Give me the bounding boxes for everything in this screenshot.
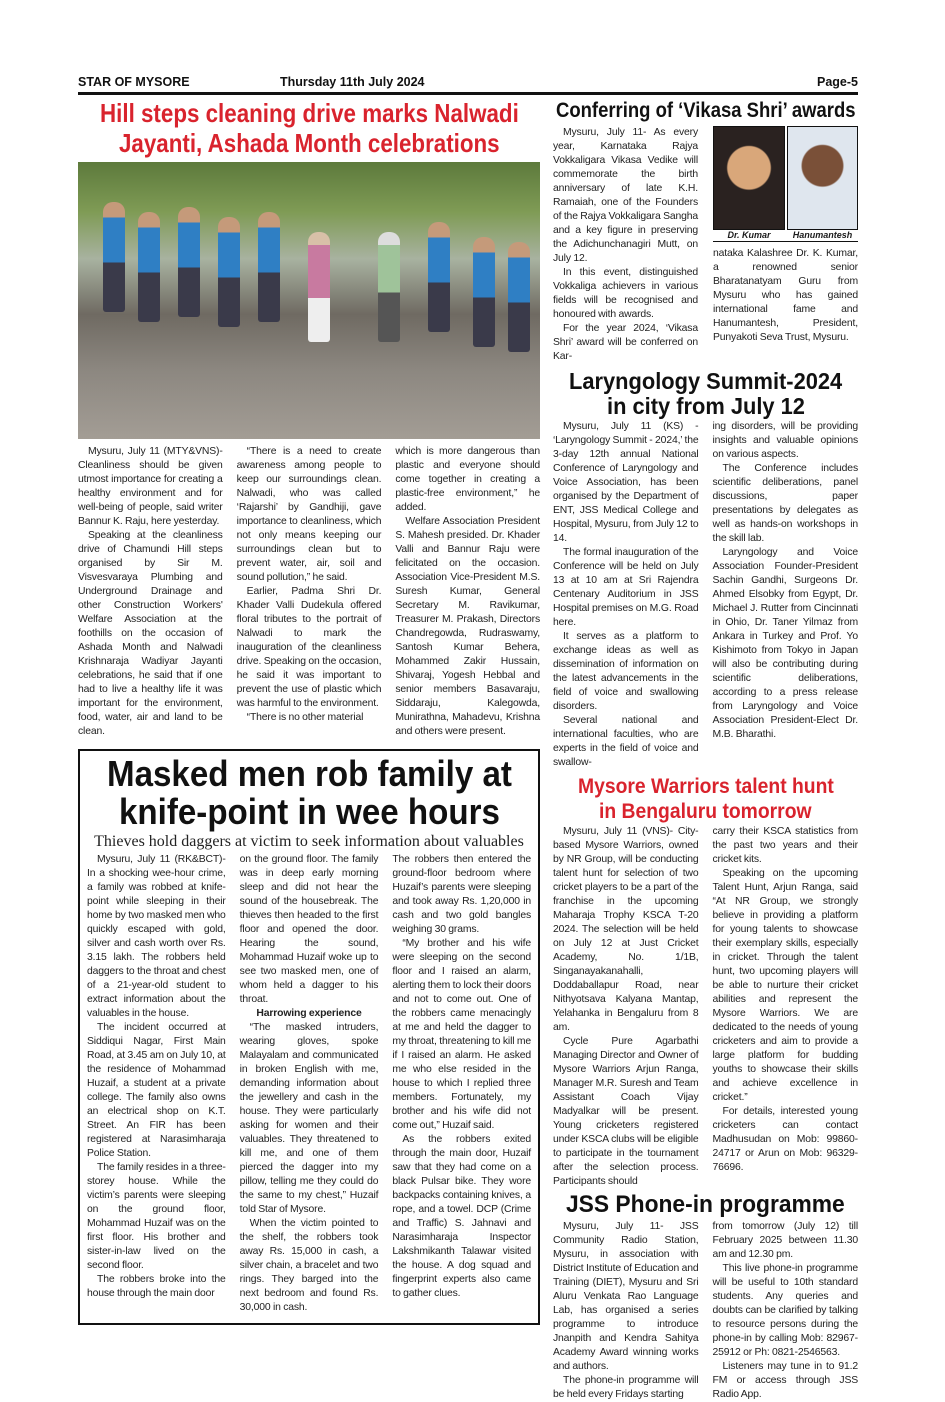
hill-headline [78,99,540,159]
left-column [78,99,540,1325]
robbery-column [87,853,226,1315]
robbery-subhead [80,833,538,851]
paragraph: Speaking at the cleanliness drive of Chamundi Hill steps organised by Sir M. Visvesvaraya Plumbing and Underground Drainage and other Construction Workers' Welfare Association at the foothills on the occasion of Ashada Month and Nalwadi Krishnaraja Wadiyar Jayanti celebrations, he said that if one had to live a healthy life it was important for the environment, food, water, air and land to be clean. [78,529,223,737]
paragraph: on the ground floor. The family was in deep early morning sleep and did not hear the sound of the housebreak. The thieves then headed to the first floor and opened the door. Hearing the sound, Mohammad Huzaif woke up to see two masked men, one of whom held a dagger to his throat. [239,853,379,1005]
paragraph: This live phone-in programme will be useful to 10th standard students. Any queries and doubts can be clarified by talking to resource persons during the phone-in by calling Mob: 82967-25912 or Ph: 0821-2546563. [712,1262,858,1358]
paragraph: “There is a need to create awareness among people to keep our surroundings clean. Nalwadi, who was called ‘Rajarshi’ by Gandhiji, gave importance to cleanliness, which not only means keeping our surroundings clean but to prevent water, air, soil and sound pollution,” he said. [236,445,382,583]
page-number: Page-5 [817,75,858,89]
paragraph: The family resides in a three-storey house. While the victim’s parents were sleeping on the ground floor, Mohammad Huzaif was on the first floor. His brother and sister-in-law lived on the second floor. [87,1161,226,1271]
paragraph: Mysuru, July 11- JSS Community Radio Station, Mysuru, in association with District Institute of Education and Training (DIET), Mysuru and Sri Aluru Venkata Rao Language Lab, has organised a series programme to introduce Jnanpith and Kendra Sahitya Academy Award winning works and authors. [553,1220,699,1372]
laryngology-body [553,420,858,770]
vikasa-body-left [553,126,698,364]
paragraph: In this event, distinguished Vokkaliga achievers in various fields will be recognised and honoured with awards. [553,267,698,321]
paragraph: ing disorders, will be providing insights and valuable opinions on various aspects. [712,421,858,461]
caption-hanumantesh: Hanumantesh [792,230,853,241]
paragraph: Cycle Pure Agarbathi Managing Director and Owner of Mysore Warriors Arjun Ranga, Manager M.R. Suresh and Team Assistant Coach Vijay Madyalkar will be present. Young cricketers registered under KSCA clubs will be eligible to participate in the tournament after the selection process. Participants should [553,1036,699,1188]
robbery-body [80,851,538,1315]
paragraph: The Conference includes scientific deliberations, panel discussions, paper presentations by delegates as well as hands-on workshops in the skill lab. [712,463,858,545]
warriors-column [553,825,699,1189]
paragraph: Several national and international faculties, who are experts in the field of voice and swallow- [553,715,699,769]
robbery-headline [80,752,538,832]
warriors-headline-line: Mysore Warriors talent hunt [577,775,834,799]
jss-column [713,1220,859,1402]
paragraph: Listeners may tune in to 91.2 FM or access through JSS Radio App. [712,1360,858,1400]
right-column [553,99,858,1402]
paragraph: As the robbers exited through the main door, Huzaif saw that they had come on a black Pulsar bike. They wore backpacks containing knives, a rope, and a towel. DCP (Crime and Traffic) S. Jahnavi and Narasimharaja Inspector Lakshmikanth Talawar visited the house. A dog squad and fingerprint experts also came to gather clues. [392,1133,532,1299]
dr-kumar-photo [713,126,785,230]
cleaning-drive-photo [78,162,540,439]
vikasa-story [553,126,858,364]
laryngology-column [713,420,859,770]
paragraph: Mysuru, July 11 (VNS)- City-based Mysore Warriors, owned by NR Group, will be conducting talent hunt for selection of two cricket players to be a part of the franchise in the upcoming Maharaja Trophy KSCA T-20 2024. The selection will be held on July 12 at Just Cricket Academy, No. 1/1B, Singanayakanahalli, Doddaballapur Road, near Nithyotsava Kalyana Mantap, Yelahanka in Bengaluru from 8 am. [553,826,699,1034]
vikasa-right-block [713,126,858,364]
paragraph: For details, interested young cricketers can contact Madhusudan on Mob: 99860-24717 or Arun on Mob: 96329-76696. [712,1106,858,1174]
warriors-headline [553,774,858,824]
robbery-story-box [78,749,540,1325]
hill-column [395,445,540,739]
robbery-column [240,853,379,1315]
vikasa-column [553,126,698,364]
caption-dr-kumar: Dr. Kumar [727,230,771,241]
paragraph: Earlier, Padma Shri Dr. Khader Valli Dudekula offered floral tributes to the portrait of Nalwadi to mark the inauguration of the cleanliness drive. Speaking on the occasion, he said it was important to prevent the use of plastic which was harmful to the environment. [236,585,382,709]
section-subheading: Harrowing experience [256,1007,362,1019]
jss-body [553,1220,858,1402]
issue-date: Thursday 11th July 2024 [280,75,425,89]
hanumantesh-photo [787,126,858,230]
paragraph: from tomorrow (July 12) till February 2025 between 11.30 am and 12.30 pm. [712,1220,858,1260]
paper-name: STAR OF MYSORE [78,75,190,89]
masthead-rule [78,92,858,95]
laryngology-headline-line: Laryngology Summit-2024 [568,368,843,395]
vikasa-column [713,247,858,345]
robbery-subhead-text: Thieves hold daggers at victim to seek information about valuables [94,832,524,850]
paragraph: The robbers broke into the house through the main door [87,1273,226,1299]
warriors-body [553,825,858,1189]
vikasa-body-right [713,247,858,345]
paragraph: nataka Kalashree Dr. K. Kumar, a renowned senior Bharatanatyam Guru from Mysuru who has gained international fame and Hanumantesh, President, Punyakoti Seva Trust, Mysuru. [713,248,858,344]
hill-headline-line: Hill steps cleaning drive marks Nalwadi [99,98,519,128]
paragraph: “The masked intruders, wearing gloves, spoke Malayalam and communicated in broken English with me, demanding information about the jewellery and cash in the house. They were particularly asking for women and their valuables. They threatened to kill me, and one of them pierced the dagger into my pillow, telling me they could do the same to my chest,” Huzaif told Star of Mysore. [239,1021,379,1215]
paragraph: Speaking on the upcoming Talent Hunt, Arjun Ranga, said “At NR Group, we strongly believe in providing a platform for young talents to showcase their exemplary skills, especially in cricket. Through the talent hunt, two upcoming players will be able to nurture their cricket abilities and represent the Mysore Warriors. We are dedicated to the needs of young cricketers and aim to provide a large platform for budding youths to showcase their skills and achieve excellence in cricket.” [712,868,858,1104]
paragraph: It serves as a platform to exchange ideas as well as dissemination of information on the latest advancements in the field of voice and swallowing disorders. [553,631,699,713]
vikasa-headline [553,99,858,123]
robbery-headline-line: Masked men rob family at [106,752,512,794]
paragraph: Welfare Association President S. Mahesh presided. Dr. Khader Valli and Bannur Raju were felicitated on the occasion. Association Vice-President M.S. Suresh Kumar, General Secretary M. Ravikumar, Treasurer M. Prakash, Directors Chandregowda, Rudraswamy, Santosh Kumar Behera, Mohammed Zakir Hussain, Shivaraj, Yogesh Hebbal and senior members Basavaraju, Siddaraju, Kalegowda, Munirathna, Mahadevu, Krishna and others were present. [395,515,541,737]
jss-column [553,1220,699,1402]
paragraph: When the victim pointed to the shelf, the robbers took away Rs. 15,000 in cash, a silver chain, a bracelet and two rings. They barged into the next bedroom and found Rs. 30,000 in cash. [239,1217,379,1313]
hill-column [78,445,223,739]
paragraph: Mysuru, July 11- As every year, Karnataka Rajya Vokkaligara Vikasa Vedike will commemorate the birth anniversary of late K.H. Ramaiah, one of the Founders of the Rajya Vokkaligara Sangha and a key figure in preserving the Adichunchanagiri Mutt, on July 12. [553,127,698,265]
robbery-headline-line: knife-point in wee hours [118,790,500,832]
laryngology-headline [553,369,858,419]
paragraph: The phone-in programme will be held every Fridays starting [553,1374,699,1400]
vikasa-headline-line: Conferring of ‘Vikasa Shri’ awards [555,99,856,122]
jss-headline [553,1191,858,1219]
laryngology-headline-line: in city from July 12 [606,393,805,420]
paragraph: The incident occurred at Siddiqui Nagar, First Main Road, at 3.45 am on July 10, at the residence of Mohammad Huzaif, a student at a private college. The family also owns an electrical shop on K.T. Street. An FIR has been registered at Narasimharaja Police Station. [87,1021,226,1159]
paragraph: carry their KSCA statistics from the past two years and their cricket kits. [712,826,858,866]
paragraph: Mysuru, July 11 (KS) - ‘Laryngology Summit - 2024,’ the 3-day 12th annual National Conference of Laryngology and Voice Association, has been organised by the Department of ENT, JSS Medical College and Hospital, Mysuru, from July 12 to 14. [553,421,699,545]
paragraph: The robbers then entered the ground-floor bedroom where Huzaif’s parents were sleeping and took away Rs. 1,20,000 in cash and two gold bangles weighing 30 grams. [392,853,532,935]
paragraph: which is more dangerous than plastic and everyone should come together in creating a plastic-free environment,” he added. [395,445,541,513]
jss-headline-line: JSS Phone-in programme [566,1191,845,1219]
hill-column [237,445,382,739]
hill-body [78,445,540,739]
paragraph: “There is no other material [246,711,364,723]
paragraph: The formal inauguration of the Conference will be held on July 13 at 10 am at Sri Rajendra Centenary Auditorium in JSS Hospital premises on M.G. Road here. [553,547,699,629]
paragraph: Mysuru, July 11 (RK&BCT)- In a shocking wee-hour crime, a family was robbed at knife-point while sleeping in their home by two masked men who quickly escaped with gold, silver and cash worth over Rs. 3.15 lakh. The robbers held daggers to the throat and chest of a 21-year-old student to extract information about the valuables in the house. [87,853,226,1019]
paragraph: “My brother and his wife were sleeping on the second floor and I raised an alarm, alerting them to lock their doors and not to come out. One of the robbers came menacingly at me and held the dagger to my throat, threatening to kill me if I raised an alarm. He asked me who else resided in the house to which I replied three members. Fortunately, my brother and his wife did not come out,” Huzaif said. [392,937,532,1131]
warriors-column [713,825,859,1189]
paragraph: For the year 2024, ‘Vikasa Shri’ award will be conferred on Kar- [553,323,698,363]
paragraph: Mysuru, July 11 (MTY&VNS)- Cleanliness should be given utmost importance for creating a healthy environment and for well-being of people, said writer Bannur K. Raju, here yesterday. [78,445,223,527]
robbery-column [392,853,531,1315]
paragraph: Laryngology and Voice Association Founder-President Sachin Gandhi, Surgeons Dr. Ahmed Elsobky from Egypt, Dr. Michael J. Rutter from Cincinnati in Ohio, Dr. Taner Yilmaz from Ankara in Turkey and Prof. Yo Kishimoto from Tokyo in Japan will also be contributing during scientific deliberations, according to a press release from Laryngology and Voice Association President-Elect Dr. M.B. Bharathi. [712,547,858,741]
laryngology-column [553,420,699,770]
hill-headline-line: Jayanti, Ashada Month celebrations [118,127,500,158]
warriors-headline-line: in Bengaluru tomorrow [599,800,812,824]
